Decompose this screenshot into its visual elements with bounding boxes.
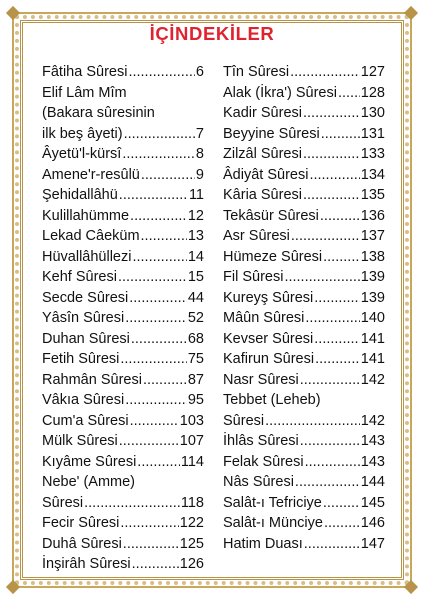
- dot-leader: [303, 103, 360, 124]
- toc-entry-title: Kevser Sûresi: [223, 330, 314, 347]
- toc-entry-title: Hüvallâhüllezi: [42, 248, 132, 265]
- toc-entry: [42, 185, 204, 206]
- toc-entry-title: Rahmân Sûresi: [42, 371, 142, 388]
- dot-leader: [129, 288, 187, 309]
- toc-entry-title: Mülk Sûresi: [42, 433, 118, 449]
- dot-leader: [141, 165, 195, 186]
- dot-leader: [284, 267, 359, 288]
- dot-leader: [320, 206, 360, 227]
- toc-entry-title: Amene'r-resûlü: [42, 166, 140, 183]
- dot-leader: [305, 308, 359, 329]
- toc-entry-page-number: 137: [360, 228, 385, 244]
- toc-entry-page-number: 8: [195, 146, 204, 162]
- toc-entry: [223, 226, 385, 247]
- toc-entry-page-number: 52: [187, 310, 204, 326]
- toc-entry: [223, 390, 385, 411]
- toc-entry-title: Vâkıa Sûresi: [42, 392, 125, 408]
- toc-entry-title: Hatim Duası: [223, 535, 303, 552]
- dot-leader: [324, 513, 360, 534]
- toc-entry-title: ilk beş âyeti): [42, 125, 123, 142]
- toc-entry-title: Elif Lâm Mîm: [42, 84, 127, 101]
- toc-entry: [223, 411, 385, 432]
- toc-entry-title: Mâûn Sûresi: [223, 310, 305, 326]
- toc-entry: [42, 472, 204, 493]
- dot-leader: [300, 370, 360, 391]
- toc-entry: [223, 62, 385, 83]
- toc-entry: [42, 165, 204, 186]
- dot-leader: [84, 493, 180, 514]
- toc-entry: [223, 534, 385, 555]
- toc-entry-page-number: 134: [360, 166, 385, 183]
- toc-entry-title: Fecir Sûresi: [42, 515, 120, 531]
- dot-leader: [309, 165, 359, 186]
- dot-leader: [118, 267, 187, 288]
- dot-leader: [290, 62, 360, 83]
- toc-entry: [42, 411, 204, 432]
- dot-leader: [315, 349, 360, 370]
- toc-entry: [223, 513, 385, 534]
- toc-entry: [223, 83, 385, 104]
- toc-entry-page-number: 127: [360, 64, 385, 80]
- toc-entry: [223, 144, 385, 165]
- toc-entry: [223, 370, 385, 391]
- toc-entry-page-number: 135: [360, 187, 385, 203]
- dot-leader: [130, 411, 179, 432]
- toc-entry-page-number: 118: [180, 494, 204, 511]
- toc-entry-title: Felak Sûresi: [223, 453, 304, 470]
- dot-leader: [305, 452, 360, 473]
- toc-entry: [42, 267, 204, 288]
- toc-entry: [223, 185, 385, 206]
- toc-entry-title: Sûresi: [42, 494, 84, 511]
- toc-entry-title: Âyetü'l-kürsî: [42, 146, 122, 162]
- toc-entry-title: Kıyâme Sûresi: [42, 453, 137, 470]
- toc-entry-title: Nâs Sûresi: [223, 474, 294, 490]
- toc-entry-title: Kehf Sûresi: [42, 269, 117, 285]
- toc-entry-page-number: 141: [360, 351, 385, 367]
- dot-leader: [119, 185, 188, 206]
- dot-leader: [128, 62, 194, 83]
- toc-entry-title: Beyyine Sûresi: [223, 125, 320, 142]
- toc-left-column: [42, 62, 204, 575]
- toc-entry: [223, 247, 385, 268]
- toc-entry-page-number: 126: [179, 556, 204, 572]
- toc-entry: [223, 308, 385, 329]
- toc-entry-title: Yâsîn Sûresi: [42, 310, 125, 326]
- toc-entry-page-number: 143: [360, 453, 385, 470]
- toc-entry-page-number: 144: [360, 474, 385, 490]
- dot-leader: [122, 144, 195, 165]
- dot-leader: [314, 329, 360, 350]
- toc-entry-page-number: 107: [179, 433, 204, 449]
- toc-entry-title: Salât-ı Münciye: [223, 515, 323, 531]
- toc-entry-title: Cum'a Sûresi: [42, 412, 129, 429]
- toc-entry-title: Secde Sûresi: [42, 289, 129, 306]
- dot-leader: [131, 329, 187, 350]
- toc-entry-page-number: 128: [360, 84, 385, 101]
- toc-entry-title: (Bakara sûresinin: [42, 105, 155, 121]
- toc-entry-title: Nebe' (Amme): [42, 474, 136, 490]
- toc-entry: [42, 288, 204, 309]
- dot-leader: [123, 534, 179, 555]
- toc-entry-title: Tekâsür Sûresi: [223, 207, 319, 224]
- toc-entry-page-number: 125: [179, 535, 204, 552]
- toc-entry: [223, 165, 385, 186]
- dot-leader: [291, 226, 360, 247]
- toc-entry: [42, 144, 204, 165]
- toc-entry-page-number: 75: [187, 351, 204, 367]
- toc-entry-page-number: 12: [187, 207, 204, 224]
- toc-entry: [42, 206, 204, 227]
- toc-entry: [223, 267, 385, 288]
- toc-entry: [42, 62, 204, 83]
- toc-entry: [42, 390, 204, 411]
- toc-entry: [223, 124, 385, 145]
- toc-entry: [223, 206, 385, 227]
- toc-entry: [223, 103, 385, 124]
- dot-leader: [323, 247, 360, 268]
- toc-entry-title: Şehidallâhü: [42, 187, 118, 203]
- dot-leader: [137, 452, 180, 473]
- dot-leader: [321, 124, 360, 145]
- toc-entry: [223, 288, 385, 309]
- toc-entry-page-number: 139: [360, 269, 385, 285]
- toc-entry: [42, 226, 204, 247]
- toc-entry: [223, 493, 385, 514]
- toc-entry-page-number: 14: [187, 248, 204, 265]
- dot-leader: [295, 472, 360, 493]
- dot-leader: [314, 288, 360, 309]
- toc-entry: [42, 247, 204, 268]
- toc-entry-title: Zilzâl Sûresi: [223, 146, 302, 162]
- toc-entry-page-number: 146: [360, 515, 385, 531]
- toc-entry-page-number: 9: [195, 166, 204, 183]
- toc-entry-title: Kâria Sûresi: [223, 187, 302, 203]
- toc-entry-page-number: 130: [360, 105, 385, 121]
- toc-entry-page-number: 13: [187, 228, 204, 244]
- toc-entry: [42, 431, 204, 452]
- dot-leader: [303, 185, 360, 206]
- toc-entry-title: Kafirun Sûresi: [223, 351, 315, 367]
- toc-entry: [42, 513, 204, 534]
- toc-entry-page-number: 122: [179, 515, 204, 531]
- toc-entry-title: Fil Sûresi: [223, 269, 284, 285]
- dot-leader: [303, 144, 360, 165]
- dot-leader: [323, 493, 360, 514]
- toc-entry: [42, 452, 204, 473]
- toc-entry-page-number: 103: [179, 412, 204, 429]
- toc-entry: [42, 493, 204, 514]
- toc-entry-title: İhlâs Sûresi: [223, 433, 299, 449]
- toc-entry-page-number: 15: [187, 269, 204, 285]
- dot-leader: [119, 431, 179, 452]
- toc-entry-title: Kadir Sûresi: [223, 105, 302, 121]
- toc-entry-page-number: 140: [360, 310, 385, 326]
- toc-entry: [42, 124, 204, 145]
- toc-entry-page-number: 139: [360, 289, 385, 306]
- toc-entry-page-number: 68: [187, 330, 204, 347]
- toc-entry-page-number: 141: [360, 330, 385, 347]
- dot-leader: [120, 349, 186, 370]
- toc-entry: [223, 472, 385, 493]
- dot-leader: [300, 431, 360, 452]
- toc-entry-title: Duhâ Sûresi: [42, 535, 122, 552]
- toc-entry: [42, 370, 204, 391]
- toc-entry-title: Hümeze Sûresi: [223, 248, 323, 265]
- toc-entry-title: Kureyş Sûresi: [223, 289, 314, 306]
- toc-entry-title: Asr Sûresi: [223, 228, 290, 244]
- toc-entry-page-number: 147: [360, 535, 385, 552]
- dot-leader: [304, 534, 360, 555]
- toc-entry-page-number: 6: [195, 64, 204, 80]
- toc-entry: [42, 308, 204, 329]
- dot-leader: [125, 308, 187, 329]
- dot-leader: [141, 226, 187, 247]
- page-title: İÇİNDEKİLER: [149, 23, 275, 44]
- toc-entry-title: Sûresi: [223, 412, 265, 429]
- dot-leader: [265, 411, 360, 432]
- toc-entry-title: Lekad Câeküm: [42, 228, 140, 244]
- toc-entry-title: Kulillahümme: [42, 207, 130, 224]
- toc-entry-page-number: 114: [180, 453, 204, 470]
- toc-entry-page-number: 133: [360, 146, 385, 162]
- toc-entry-title: Fâtiha Sûresi: [42, 64, 128, 80]
- toc-entry: [42, 349, 204, 370]
- toc-entry-title: Fetih Sûresi: [42, 351, 120, 367]
- dot-leader: [124, 124, 195, 145]
- toc-entry-page-number: 44: [187, 289, 204, 306]
- toc-entry: [223, 329, 385, 350]
- dot-leader: [132, 554, 179, 575]
- toc-entry-page-number: 142: [360, 412, 385, 429]
- toc-entry-page-number: 145: [360, 494, 385, 511]
- toc-entry-title: Nasr Sûresi: [223, 371, 299, 388]
- toc-entry: [42, 534, 204, 555]
- toc-entry-page-number: 7: [195, 125, 204, 142]
- toc-entry-title: Tîn Sûresi: [223, 64, 290, 80]
- dot-leader: [338, 83, 360, 104]
- toc-entry-page-number: 95: [187, 392, 204, 408]
- toc-entry-page-number: 87: [187, 371, 204, 388]
- toc-entry-page-number: 11: [188, 187, 204, 203]
- toc-entry-title: Tebbet (Leheb): [223, 392, 321, 408]
- dot-leader: [120, 513, 178, 534]
- dot-leader: [125, 390, 187, 411]
- toc-entry-title: Salât-ı Tefriciye: [223, 494, 322, 511]
- dot-leader: [130, 206, 187, 227]
- dot-leader: [143, 370, 187, 391]
- dot-leader: [132, 247, 186, 268]
- toc-entry: [223, 349, 385, 370]
- toc-entry-title: Alak (İkra') Sûresi: [223, 84, 337, 101]
- toc-entry: [223, 452, 385, 473]
- toc-entry-page-number: 143: [360, 433, 385, 449]
- toc-entry: [42, 83, 204, 104]
- toc-entry-page-number: 136: [360, 207, 385, 224]
- toc-right-column: [223, 62, 385, 554]
- toc-entry-title: Âdiyât Sûresi: [223, 166, 309, 183]
- toc-entry: [42, 554, 204, 575]
- toc-entry-page-number: 138: [360, 248, 385, 265]
- toc-entry: [42, 329, 204, 350]
- toc-entry-page-number: 131: [360, 125, 385, 142]
- toc-entry-page-number: 142: [360, 371, 385, 388]
- toc-entry-title: Duhan Sûresi: [42, 330, 130, 347]
- toc-entry: [42, 103, 204, 124]
- toc-entry-title: İnşirâh Sûresi: [42, 556, 131, 572]
- toc-entry: [223, 431, 385, 452]
